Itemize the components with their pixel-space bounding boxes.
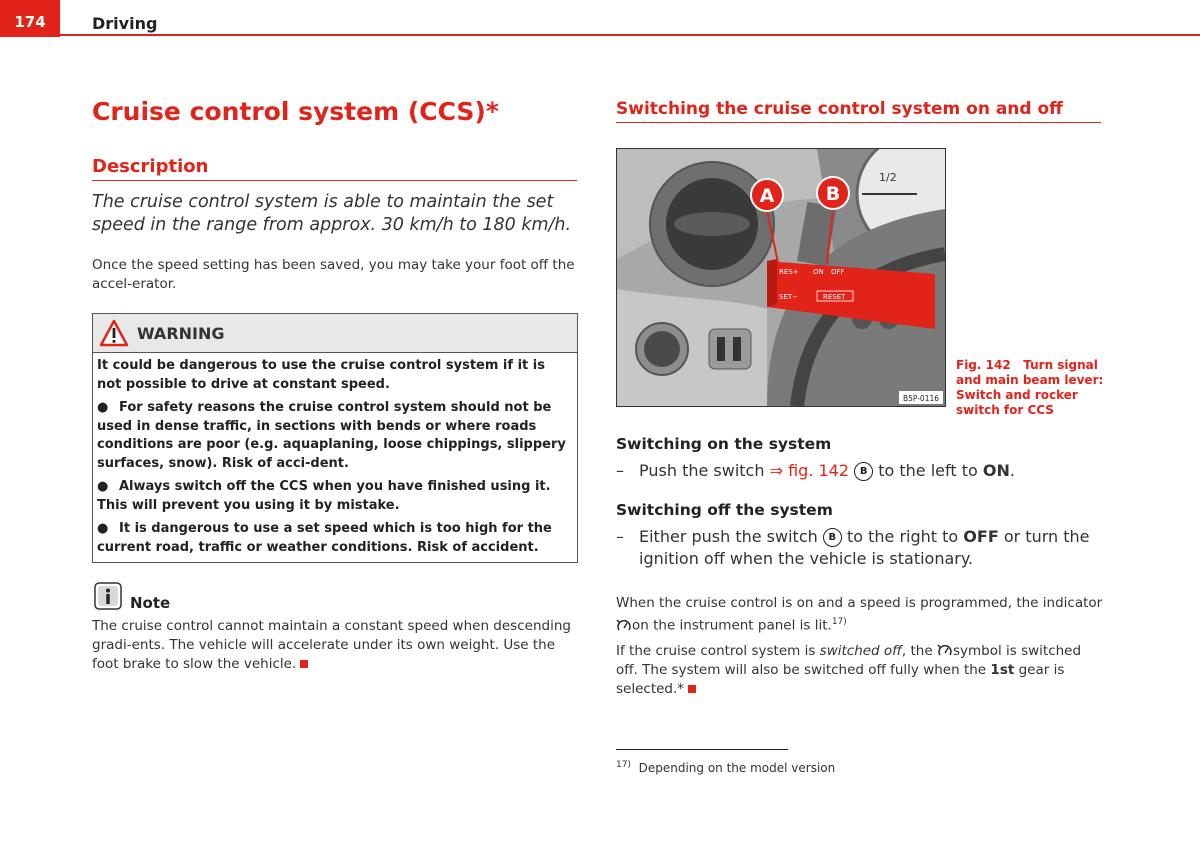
indicator-paragraph: When the cruise control is on and a speed is programmed, the indicator on the instrument panel is lit.$^{17)}$ xyxy=(616,595,1103,634)
description-body: Once the speed setting has been saved, you may take your foot off the accel-erator. xyxy=(92,257,575,292)
figure-caption: Fig. 142 Turn signal and main beam lever: Switch and rocker switch for CCS xyxy=(956,358,1104,417)
cruise-control-indicator-icon xyxy=(616,619,632,631)
note-title: Note xyxy=(130,594,171,612)
cruise-control-symbol-icon xyxy=(937,644,953,656)
warning-item: ● It is dangerous to use a set speed which is too high for the current road, traffic or weather conditions. Risk of accident. xyxy=(97,521,552,555)
page-number: 174 xyxy=(0,0,60,37)
warning-item: ● For safety reasons the cruise control system should not be used in dense traffic, in sections with bends or where roads conditions are poor (e.g. aquaplaning, loose chippings, slippery surfaces, snow). Risk of acci-dent. xyxy=(97,400,566,471)
bullet-icon: ● xyxy=(97,521,109,536)
bullet-icon: ● xyxy=(97,400,109,415)
figure-cruise-lever xyxy=(616,148,946,407)
description-intro: The cruise control system is able to maintain the set speed in the range from approx. 30 km/h to 180 km/h. xyxy=(92,192,572,235)
bullet-icon: ● xyxy=(97,479,109,494)
lever-label-set: SET− xyxy=(779,293,799,301)
callout-b: B xyxy=(825,183,841,205)
figure-link[interactable]: ⇒ fig. 142 xyxy=(769,461,850,480)
warning-item: ● Always switch off the CCS when you have finished using it. This will prevent you using it by mistake. xyxy=(97,479,551,513)
warning-lead: It could be dangerous to use the cruise control system if it is not possible to drive at constant speed. xyxy=(97,358,545,392)
switch-off-step: – Either push the switch B to the right to OFF or turn the ignition off when the vehicle is stationary. xyxy=(616,527,1090,568)
info-note-icon xyxy=(94,582,122,610)
section-title: Driving xyxy=(92,14,158,33)
header-rule xyxy=(60,34,1200,36)
switched-off-paragraph: If the cruise control system is switched off, the symbol is switched off. The system will also be switched off fully when the 1st gear is selected.* xyxy=(616,643,1082,697)
figure-code: B5P-0116 xyxy=(902,394,940,403)
switch-off-heading: Switching off the system xyxy=(616,501,833,519)
warning-header xyxy=(93,314,577,353)
callout-b-ref: B xyxy=(823,528,842,547)
lever-label-reset: RESET xyxy=(823,293,846,301)
lever-label-off: OFF xyxy=(831,268,845,276)
note-body: The cruise control cannot maintain a constant speed when descending gradi-ents. The vehicle will accelerate under its own weight. Use the foot brake to slow the vehicle. xyxy=(92,618,571,672)
footnote: $^{17)}$ Depending on the model version xyxy=(616,760,836,775)
section-heading: Switching the cruise control system on and off xyxy=(616,99,1101,123)
switch-on-heading: Switching on the system xyxy=(616,435,832,453)
gauge-label: 1/2 xyxy=(879,171,897,184)
callout-a: A xyxy=(759,185,775,207)
footnote-rule xyxy=(616,749,788,750)
warning-box xyxy=(92,313,578,563)
lever-label-on: ON xyxy=(813,268,824,276)
description-heading: Description xyxy=(92,156,577,181)
end-of-section-icon xyxy=(300,660,308,668)
callout-b-ref: B xyxy=(854,462,873,481)
warning-body xyxy=(93,353,577,557)
page-title: Cruise control system (CCS)* xyxy=(92,97,499,126)
end-of-section-icon xyxy=(688,685,696,693)
switch-on-step: – Push the switch ⇒ fig. 142 B to the left to ON. xyxy=(616,461,1015,480)
warning-triangle-icon xyxy=(99,319,129,347)
warning-title: WARNING xyxy=(137,324,225,343)
lever-illustration xyxy=(617,149,945,406)
lever-label-res: RES+ xyxy=(779,268,799,276)
